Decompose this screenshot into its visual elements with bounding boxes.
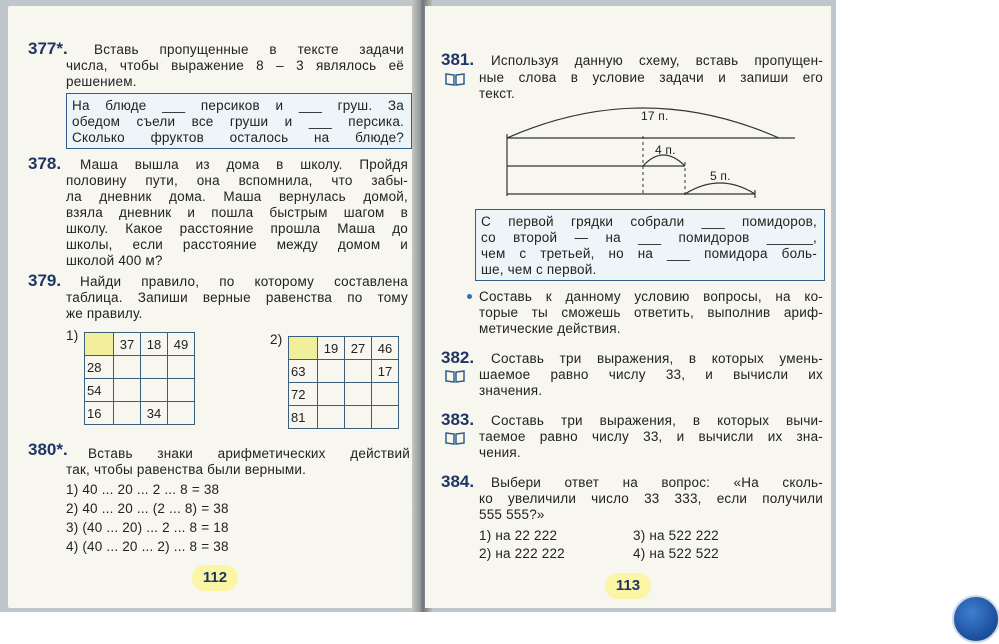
bullet-line: торые ты сможешь ответить, выполнив ариф- xyxy=(479,305,823,320)
exercise-381-line: текст. xyxy=(479,86,515,101)
table-cell xyxy=(141,379,168,402)
exercise-378-line: взяла дневник и пошла быстрым шагом в xyxy=(66,205,408,220)
scheme-label-top: 17 п. xyxy=(641,109,669,123)
exercise-380-item: 1) 40 ... 20 ... 2 ... 8 = 38 xyxy=(66,482,220,497)
exercise-381-line: ные слова в условие задачи и запиши его xyxy=(479,70,823,85)
exercise-378-line: ла дневник дома. Маша вернулась домой, xyxy=(66,189,408,204)
exercise-383-line: чения. xyxy=(479,445,521,460)
table-cell xyxy=(372,383,399,406)
table-cell: 46 xyxy=(372,337,399,360)
task-box-line: со второй — на ___ помидоров ______, xyxy=(481,230,817,245)
exercise-377-number: 377*. xyxy=(28,39,68,58)
page-113 xyxy=(425,6,831,608)
table-cell xyxy=(168,356,195,379)
bullet-line: метические действия. xyxy=(479,321,621,336)
exercise-383-line: Составь три выражения, в которых вычи- xyxy=(491,413,823,428)
exercise-379-line: таблица. Запиши верные равенства по тому xyxy=(66,290,408,305)
table-cell: 49 xyxy=(168,333,195,356)
bullet-line: Составь к данному условию вопросы, на ко- xyxy=(479,289,823,304)
exercise-377-line: решением. xyxy=(66,74,137,89)
table-cell: 19 xyxy=(318,337,345,360)
table-row xyxy=(85,402,195,425)
exercise-382-number: 382. xyxy=(441,348,475,367)
exercise-379-line: Найди правило, по которому составлена xyxy=(80,274,408,289)
table-cell: 28 xyxy=(85,356,114,379)
scheme-label-bottom: 5 п. xyxy=(710,169,731,183)
brace-5 xyxy=(685,183,755,194)
exercise-378-line: Маша вышла из дома в школу. Пройдя xyxy=(80,157,408,172)
exercise-377-line: числа, чтобы выражение 8 – 3 являлось её xyxy=(66,58,404,73)
answer-option: 3) на 522 222 xyxy=(633,528,719,543)
table-cell xyxy=(114,379,141,402)
exercise-378-line: школу. Какое расстояние прошла Маша до xyxy=(66,221,408,236)
exercise-383-line: таемое равно числу 33, и вычисли их зна- xyxy=(479,429,823,444)
exercise-379-line: же правилу. xyxy=(66,306,143,321)
table-2 xyxy=(288,336,399,429)
exercise-378-line: половину пути, она вспомнила, что забы- xyxy=(66,173,408,188)
table-cell: 54 xyxy=(85,379,114,402)
book-icon xyxy=(445,431,465,445)
table-cell: 63 xyxy=(289,360,318,383)
table-row xyxy=(289,337,399,360)
table-cell xyxy=(372,406,399,429)
exercise-382-line: Составь три выражения, в которых умень- xyxy=(491,351,823,366)
table-cell xyxy=(168,379,195,402)
task-box-line: На блюде ___ персиков и ___ груш. За xyxy=(72,98,404,113)
task-box-line: ше, чем с первой. xyxy=(481,262,597,277)
table-cell: 37 xyxy=(114,333,141,356)
table-cell xyxy=(114,402,141,425)
page-number-113: 113 xyxy=(605,573,651,599)
table-cell: 72 xyxy=(289,383,318,406)
exercise-379-number: 379. xyxy=(28,271,62,290)
exercise-380-number: 380*. xyxy=(28,440,68,459)
page-number-112: 112 xyxy=(192,565,238,591)
table-row xyxy=(85,333,195,356)
exercise-380-line: Вставь знаки арифметических действий xyxy=(88,446,410,461)
table-cell xyxy=(289,337,318,360)
exercise-381-number: 381. xyxy=(441,50,475,69)
table-cell: 34 xyxy=(141,402,168,425)
table-row xyxy=(85,356,195,379)
table-2-label: 2) xyxy=(270,332,283,347)
exercise-380-item: 3) (40 ... 20) ... 2 ... 8 = 18 xyxy=(66,520,229,535)
exercise-380-item: 4) (40 ... 20 ... 2) ... 8 = 38 xyxy=(66,539,229,554)
table-cell xyxy=(318,383,345,406)
exercise-381-task-box xyxy=(475,209,825,281)
task-box-line: обедом съели все груши и ___ персика. xyxy=(72,114,404,129)
answer-option: 4) на 522 522 xyxy=(633,546,719,561)
table-cell: 16 xyxy=(85,402,114,425)
table-cell: 18 xyxy=(141,333,168,356)
book-icon xyxy=(445,72,465,86)
exercise-378-number: 378. xyxy=(28,154,62,173)
table-cell xyxy=(345,360,372,383)
table-cell xyxy=(168,402,195,425)
table-row xyxy=(289,360,399,383)
answer-option: 1) на 22 222 xyxy=(479,528,558,543)
exercise-383-number: 383. xyxy=(441,410,475,429)
table-cell xyxy=(318,406,345,429)
exercise-381-line: Используя данную схему, вставь пропущен- xyxy=(491,53,823,68)
exercise-378-line: школы, если расстояние между домом и xyxy=(66,237,408,252)
exercise-384-line: ко увеличили число 33 333, если получили xyxy=(479,491,823,506)
table-cell: 81 xyxy=(289,406,318,429)
table-1 xyxy=(84,332,195,425)
table-cell xyxy=(85,333,114,356)
exercise-380-item: 2) 40 ... 20 ... (2 ... 8) = 38 xyxy=(66,501,229,516)
slide-nav-button[interactable] xyxy=(952,595,999,643)
exercise-377-line: Вставь пропущенные в тексте задачи xyxy=(94,42,404,57)
table-1-label: 1) xyxy=(66,328,79,343)
task-box-line: Сколько фруктов осталось на блюде? xyxy=(72,130,404,145)
task-box-line: чем с третьей, но на ___ помидора боль- xyxy=(481,246,817,261)
exercise-380-line: так, чтобы равенства были верными. xyxy=(66,462,307,477)
table-row xyxy=(85,379,195,402)
exercise-382-line: значения. xyxy=(479,383,543,398)
scheme-label-mid: 4 п. xyxy=(655,143,676,157)
exercise-382-line: шаемое равно числу 33, и вычисли их xyxy=(479,367,823,382)
exercise-378-line: школой 400 м? xyxy=(66,253,163,268)
answer-option: 2) на 222 222 xyxy=(479,546,565,561)
table-row xyxy=(289,406,399,429)
exercise-377-task-box xyxy=(66,93,412,149)
exercise-384-line: Выбери ответ на вопрос: «На сколь- xyxy=(491,475,823,490)
book-icon xyxy=(445,369,465,383)
table-cell xyxy=(141,356,168,379)
table-cell xyxy=(345,383,372,406)
table-cell: 27 xyxy=(345,337,372,360)
table-cell: 17 xyxy=(372,360,399,383)
task-box-line: С первой грядки собрали ___ помидоров, xyxy=(481,214,817,229)
table-row xyxy=(289,383,399,406)
exercise-384-line: 555 555?» xyxy=(479,507,545,522)
page-112 xyxy=(8,6,418,608)
table-cell xyxy=(345,406,372,429)
bullet-icon xyxy=(467,294,472,299)
exercise-384-number: 384. xyxy=(441,472,475,491)
table-cell xyxy=(114,356,141,379)
table-cell xyxy=(318,360,345,383)
